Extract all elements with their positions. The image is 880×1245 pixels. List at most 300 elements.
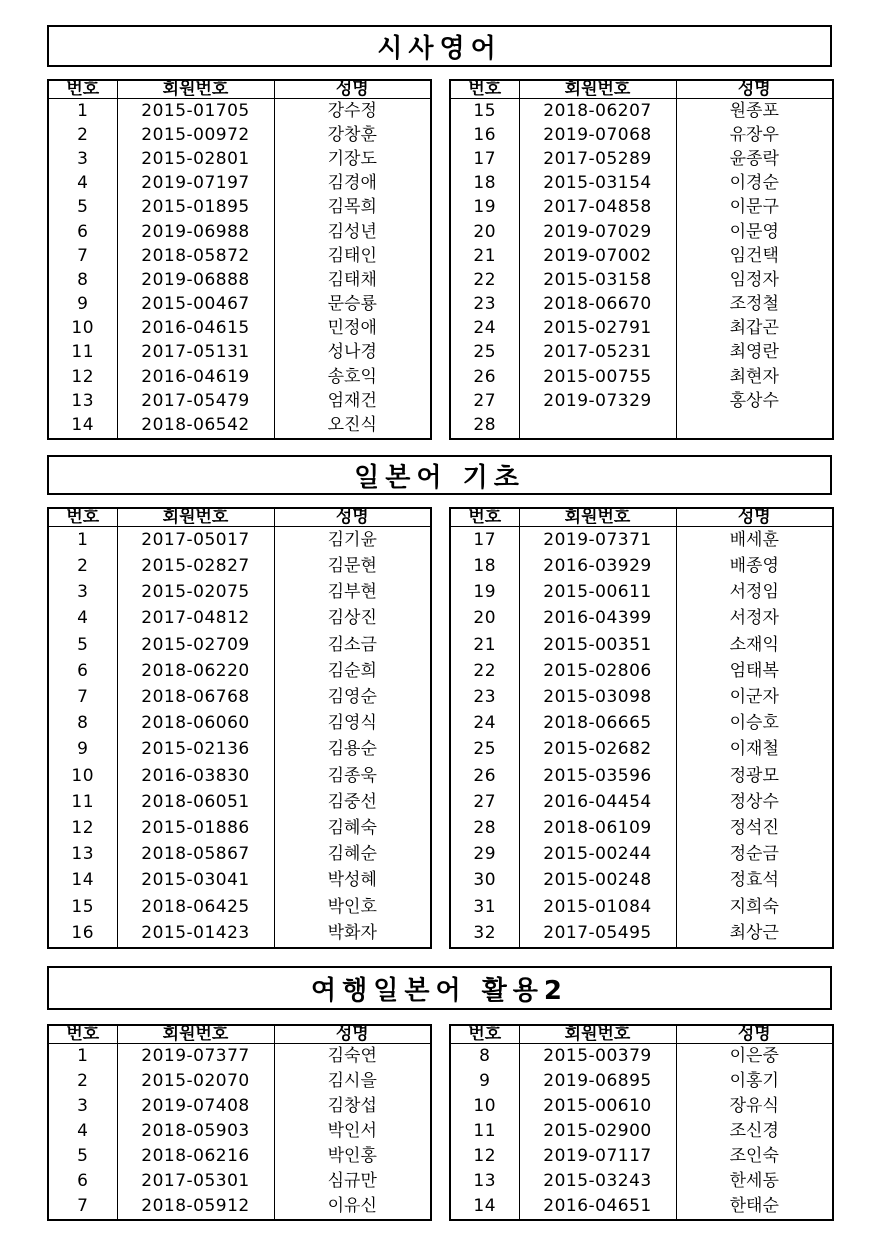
row-number: 30 — [450, 868, 519, 894]
table-row — [450, 220, 833, 244]
table-row — [450, 737, 833, 763]
header-member-id: 회원번호 — [519, 80, 676, 99]
member-id: 2015-02070 — [117, 1069, 274, 1094]
table-row — [450, 580, 833, 606]
table-row — [48, 123, 431, 147]
member-id: 2015-01084 — [519, 894, 676, 920]
member-name: 민정애 — [274, 317, 431, 341]
row-number: 9 — [48, 737, 117, 763]
member-name: 김기윤 — [274, 527, 431, 554]
member-id: 2016-04399 — [519, 606, 676, 632]
member-name: 김경애 — [274, 172, 431, 196]
table-row — [450, 711, 833, 737]
row-number: 24 — [450, 711, 519, 737]
member-id: 2015-03154 — [519, 172, 676, 196]
row-number: 23 — [450, 292, 519, 316]
table-row — [450, 99, 833, 124]
header-number: 번호 — [450, 80, 519, 99]
table-row — [450, 365, 833, 389]
member-name: 오진식 — [274, 413, 431, 439]
member-id: 2015-03243 — [519, 1169, 676, 1194]
member-name: 김중선 — [274, 789, 431, 815]
member-id: 2015-00610 — [519, 1094, 676, 1119]
member-name: 성나경 — [274, 341, 431, 365]
row-number: 12 — [48, 365, 117, 389]
table-row — [48, 1069, 431, 1094]
table-row — [450, 196, 833, 220]
table-row — [450, 1194, 833, 1220]
table-row — [450, 1144, 833, 1169]
row-number: 18 — [450, 172, 519, 196]
roster-table — [449, 507, 834, 949]
row-number: 28 — [450, 413, 519, 439]
member-name: 송호익 — [274, 365, 431, 389]
member-name: 윤종락 — [676, 148, 833, 172]
member-id: 2017-05231 — [519, 341, 676, 365]
member-name: 정석진 — [676, 815, 833, 841]
member-id: 2019-07002 — [519, 244, 676, 268]
member-name: 한태순 — [676, 1194, 833, 1220]
table-row — [450, 763, 833, 789]
row-number: 6 — [48, 658, 117, 684]
table-row — [48, 527, 431, 554]
header-member-id: 회원번호 — [519, 508, 676, 527]
member-name: 서정자 — [676, 606, 833, 632]
row-number: 25 — [450, 341, 519, 365]
member-id: 2015-02801 — [117, 148, 274, 172]
table-row — [48, 815, 431, 841]
member-name: 김부현 — [274, 580, 431, 606]
table-row — [450, 172, 833, 196]
member-id: 2018-06665 — [519, 711, 676, 737]
member-name: 조신경 — [676, 1119, 833, 1144]
member-id: 2017-04812 — [117, 606, 274, 632]
member-name: 한세동 — [676, 1169, 833, 1194]
member-id: 2019-07029 — [519, 220, 676, 244]
member-name: 박성혜 — [274, 868, 431, 894]
row-number: 24 — [450, 317, 519, 341]
table-row — [450, 1169, 833, 1194]
header-member-id: 회원번호 — [117, 508, 274, 527]
member-id: 2017-05301 — [117, 1169, 274, 1194]
member-name: 김시을 — [274, 1069, 431, 1094]
member-id: 2019-07377 — [117, 1044, 274, 1070]
member-id: 2015-01886 — [117, 815, 274, 841]
member-name: 임건택 — [676, 244, 833, 268]
member-name: 지희숙 — [676, 894, 833, 920]
table-row — [48, 1094, 431, 1119]
section-title-3: 여행일본어 활용2 — [47, 966, 832, 1010]
member-id: 2015-00755 — [519, 365, 676, 389]
member-id: 2018-06109 — [519, 815, 676, 841]
member-id: 2015-03596 — [519, 763, 676, 789]
table-row — [48, 292, 431, 316]
row-number: 17 — [450, 527, 519, 554]
member-id: 2016-04619 — [117, 365, 274, 389]
table-row — [450, 1044, 833, 1070]
member-name: 기장도 — [274, 148, 431, 172]
member-name: 김소금 — [274, 632, 431, 658]
member-id: 2015-03041 — [117, 868, 274, 894]
member-name: 원종포 — [676, 99, 833, 124]
member-id: 2015-00972 — [117, 123, 274, 147]
row-number: 3 — [48, 1094, 117, 1119]
table-row — [48, 1044, 431, 1070]
row-number: 5 — [48, 1144, 117, 1169]
member-name: 정효석 — [676, 868, 833, 894]
member-id: 2015-00467 — [117, 292, 274, 316]
table-row — [450, 789, 833, 815]
header-row — [48, 1025, 431, 1044]
table-row — [450, 553, 833, 579]
row-number: 19 — [450, 580, 519, 606]
row-number: 14 — [450, 1194, 519, 1220]
member-name: 정상수 — [676, 789, 833, 815]
table-row — [450, 842, 833, 868]
table-row — [450, 292, 833, 316]
header-member-id: 회원번호 — [519, 1025, 676, 1044]
table-row — [48, 737, 431, 763]
row-number: 11 — [48, 789, 117, 815]
table-row — [450, 413, 833, 439]
row-number: 26 — [450, 365, 519, 389]
table-row — [48, 1119, 431, 1144]
table-row — [450, 658, 833, 684]
table-row — [450, 1119, 833, 1144]
row-number: 27 — [450, 389, 519, 413]
row-number: 1 — [48, 99, 117, 124]
table-row — [450, 632, 833, 658]
header-number: 번호 — [450, 1025, 519, 1044]
table-row — [450, 268, 833, 292]
member-id: 2015-01423 — [117, 920, 274, 948]
row-number: 15 — [450, 99, 519, 124]
member-id: 2018-06220 — [117, 658, 274, 684]
member-name: 장유식 — [676, 1094, 833, 1119]
row-number: 11 — [48, 341, 117, 365]
row-number: 10 — [48, 317, 117, 341]
row-number: 2 — [48, 123, 117, 147]
member-id: 2019-06895 — [519, 1069, 676, 1094]
table-row — [450, 389, 833, 413]
member-name: 이승호 — [676, 711, 833, 737]
table-row — [48, 220, 431, 244]
row-number: 31 — [450, 894, 519, 920]
row-number: 4 — [48, 1119, 117, 1144]
table-row — [48, 99, 431, 124]
member-id: 2018-06670 — [519, 292, 676, 316]
row-number: 26 — [450, 763, 519, 789]
row-number: 11 — [450, 1119, 519, 1144]
table-row — [450, 1069, 833, 1094]
table-row — [48, 684, 431, 710]
member-name: 강창훈 — [274, 123, 431, 147]
row-number: 3 — [48, 148, 117, 172]
member-name: 임정자 — [676, 268, 833, 292]
member-name: 배종영 — [676, 553, 833, 579]
row-number: 10 — [48, 763, 117, 789]
table-row — [48, 894, 431, 920]
row-number: 16 — [450, 123, 519, 147]
member-id: 2018-06060 — [117, 711, 274, 737]
table-row — [48, 268, 431, 292]
member-name: 김상진 — [274, 606, 431, 632]
member-id: 2015-02075 — [117, 580, 274, 606]
member-id: 2015-02791 — [519, 317, 676, 341]
member-id: 2016-04615 — [117, 317, 274, 341]
table-row — [450, 920, 833, 948]
header-name: 성명 — [676, 1025, 833, 1044]
table-row — [48, 389, 431, 413]
member-name: 김태채 — [274, 268, 431, 292]
header-number: 번호 — [450, 508, 519, 527]
row-number: 5 — [48, 632, 117, 658]
member-id: 2015-01705 — [117, 99, 274, 124]
member-name: 김순희 — [274, 658, 431, 684]
member-id: 2015-03158 — [519, 268, 676, 292]
row-number: 9 — [450, 1069, 519, 1094]
table-row — [450, 1094, 833, 1119]
row-number: 8 — [48, 268, 117, 292]
row-number: 7 — [48, 244, 117, 268]
table-row — [48, 244, 431, 268]
table-row — [450, 684, 833, 710]
member-name: 최갑곤 — [676, 317, 833, 341]
member-id: 2016-04651 — [519, 1194, 676, 1220]
table-row — [450, 123, 833, 147]
row-number: 2 — [48, 553, 117, 579]
row-number: 13 — [48, 842, 117, 868]
row-number: 19 — [450, 196, 519, 220]
member-name: 유장우 — [676, 123, 833, 147]
row-number: 14 — [48, 868, 117, 894]
member-id: 2019-06988 — [117, 220, 274, 244]
row-number: 21 — [450, 632, 519, 658]
member-id: 2016-04454 — [519, 789, 676, 815]
row-number: 6 — [48, 1169, 117, 1194]
member-id: 2015-00248 — [519, 868, 676, 894]
member-id: 2015-00351 — [519, 632, 676, 658]
row-number: 21 — [450, 244, 519, 268]
table-row — [48, 317, 431, 341]
row-number: 6 — [48, 220, 117, 244]
table-row — [450, 317, 833, 341]
table-row — [48, 920, 431, 948]
member-name: 김문현 — [274, 553, 431, 579]
member-id: 2015-00379 — [519, 1044, 676, 1070]
member-name: 김목희 — [274, 196, 431, 220]
row-number: 16 — [48, 920, 117, 948]
row-number: 32 — [450, 920, 519, 948]
member-id: 2018-05867 — [117, 842, 274, 868]
member-name: 이문영 — [676, 220, 833, 244]
row-number: 27 — [450, 789, 519, 815]
header-number: 번호 — [48, 508, 117, 527]
table-row — [48, 580, 431, 606]
member-id: 2017-04858 — [519, 196, 676, 220]
table-row — [48, 789, 431, 815]
member-id: 2015-02900 — [519, 1119, 676, 1144]
member-name: 배세훈 — [676, 527, 833, 554]
member-id: 2017-05017 — [117, 527, 274, 554]
member-id: 2017-05495 — [519, 920, 676, 948]
row-number: 8 — [48, 711, 117, 737]
row-number: 12 — [450, 1144, 519, 1169]
header-member-id: 회원번호 — [117, 80, 274, 99]
row-number: 7 — [48, 1194, 117, 1220]
header-member-id: 회원번호 — [117, 1025, 274, 1044]
member-id: 2019-07329 — [519, 389, 676, 413]
member-name: 엄재건 — [274, 389, 431, 413]
member-id: 2015-02806 — [519, 658, 676, 684]
member-name: 최현자 — [676, 365, 833, 389]
table-row — [48, 413, 431, 439]
member-id: 2019-06888 — [117, 268, 274, 292]
member-id: 2015-00244 — [519, 842, 676, 868]
member-name: 박인홍 — [274, 1144, 431, 1169]
table-row — [48, 172, 431, 196]
row-number: 13 — [450, 1169, 519, 1194]
member-name: 정광모 — [676, 763, 833, 789]
table-row — [450, 341, 833, 365]
member-name: 김영식 — [274, 711, 431, 737]
table-row — [450, 868, 833, 894]
member-id: 2019-07117 — [519, 1144, 676, 1169]
member-id: 2018-06216 — [117, 1144, 274, 1169]
header-row — [48, 508, 431, 527]
header-name: 성명 — [274, 508, 431, 527]
row-number: 13 — [48, 389, 117, 413]
member-name: 박인호 — [274, 894, 431, 920]
row-number: 18 — [450, 553, 519, 579]
member-id: 2018-05903 — [117, 1119, 274, 1144]
row-number: 12 — [48, 815, 117, 841]
table-row — [48, 196, 431, 220]
table-row — [450, 148, 833, 172]
header-number: 번호 — [48, 80, 117, 99]
row-number: 23 — [450, 684, 519, 710]
table-row — [48, 658, 431, 684]
table-row — [48, 868, 431, 894]
row-number: 3 — [48, 580, 117, 606]
member-name: 이은중 — [676, 1044, 833, 1070]
row-number: 28 — [450, 815, 519, 841]
member-name: 문승룡 — [274, 292, 431, 316]
member-name: 이경순 — [676, 172, 833, 196]
header-name: 성명 — [676, 508, 833, 527]
member-name: 김태인 — [274, 244, 431, 268]
section-title-2: 일본어 기초 — [47, 455, 832, 495]
row-number: 5 — [48, 196, 117, 220]
header-row — [48, 80, 431, 99]
member-name: 김종욱 — [274, 763, 431, 789]
header-row — [450, 1025, 833, 1044]
member-id: 2015-01895 — [117, 196, 274, 220]
header-name: 성명 — [676, 80, 833, 99]
member-id: 2018-05912 — [117, 1194, 274, 1220]
row-number: 1 — [48, 1044, 117, 1070]
table-row — [450, 527, 833, 554]
member-id: 2019-07408 — [117, 1094, 274, 1119]
member-id: 2015-00611 — [519, 580, 676, 606]
member-name: 이문구 — [676, 196, 833, 220]
roster-table — [47, 1024, 432, 1221]
member-id: 2016-03830 — [117, 763, 274, 789]
member-name: 소재익 — [676, 632, 833, 658]
member-name: 정순금 — [676, 842, 833, 868]
member-id: 2015-02709 — [117, 632, 274, 658]
table-row — [48, 148, 431, 172]
member-name: 박인서 — [274, 1119, 431, 1144]
member-name: 이재철 — [676, 737, 833, 763]
member-id: 2018-06425 — [117, 894, 274, 920]
header-name: 성명 — [274, 1025, 431, 1044]
roster-table — [47, 507, 432, 949]
member-id — [519, 413, 676, 439]
table-row — [48, 1169, 431, 1194]
header-number: 번호 — [48, 1025, 117, 1044]
member-name: 김혜순 — [274, 842, 431, 868]
header-name: 성명 — [274, 80, 431, 99]
row-number: 8 — [450, 1044, 519, 1070]
member-name: 서정임 — [676, 580, 833, 606]
row-number: 1 — [48, 527, 117, 554]
member-id: 2015-02682 — [519, 737, 676, 763]
table-row — [48, 606, 431, 632]
member-id: 2018-06051 — [117, 789, 274, 815]
table-row — [48, 1194, 431, 1220]
member-name: 김영순 — [274, 684, 431, 710]
member-name: 김혜숙 — [274, 815, 431, 841]
member-name: 홍상수 — [676, 389, 833, 413]
member-name: 김용순 — [274, 737, 431, 763]
member-name: 엄태복 — [676, 658, 833, 684]
member-name: 김창섭 — [274, 1094, 431, 1119]
member-name: 조정철 — [676, 292, 833, 316]
table-row — [450, 606, 833, 632]
table-row — [48, 763, 431, 789]
table-row — [48, 553, 431, 579]
roster-table — [449, 1024, 834, 1221]
member-name: 조인숙 — [676, 1144, 833, 1169]
member-name: 김숙연 — [274, 1044, 431, 1070]
member-id: 2017-05479 — [117, 389, 274, 413]
roster-table — [449, 79, 834, 440]
member-name: 최영란 — [676, 341, 833, 365]
row-number: 14 — [48, 413, 117, 439]
table-row — [48, 341, 431, 365]
header-row — [450, 80, 833, 99]
member-id: 2016-03929 — [519, 553, 676, 579]
member-id: 2015-02827 — [117, 553, 274, 579]
member-id: 2019-07371 — [519, 527, 676, 554]
member-id: 2017-05131 — [117, 341, 274, 365]
member-name: 최상근 — [676, 920, 833, 948]
member-id: 2019-07197 — [117, 172, 274, 196]
table-row — [450, 244, 833, 268]
table-row — [450, 815, 833, 841]
member-name: 이군자 — [676, 684, 833, 710]
member-id: 2017-05289 — [519, 148, 676, 172]
row-number: 15 — [48, 894, 117, 920]
row-number: 9 — [48, 292, 117, 316]
member-name: 이홍기 — [676, 1069, 833, 1094]
header-row — [450, 508, 833, 527]
member-name: 이유신 — [274, 1194, 431, 1220]
row-number: 22 — [450, 658, 519, 684]
table-row — [48, 711, 431, 737]
table-row — [48, 632, 431, 658]
